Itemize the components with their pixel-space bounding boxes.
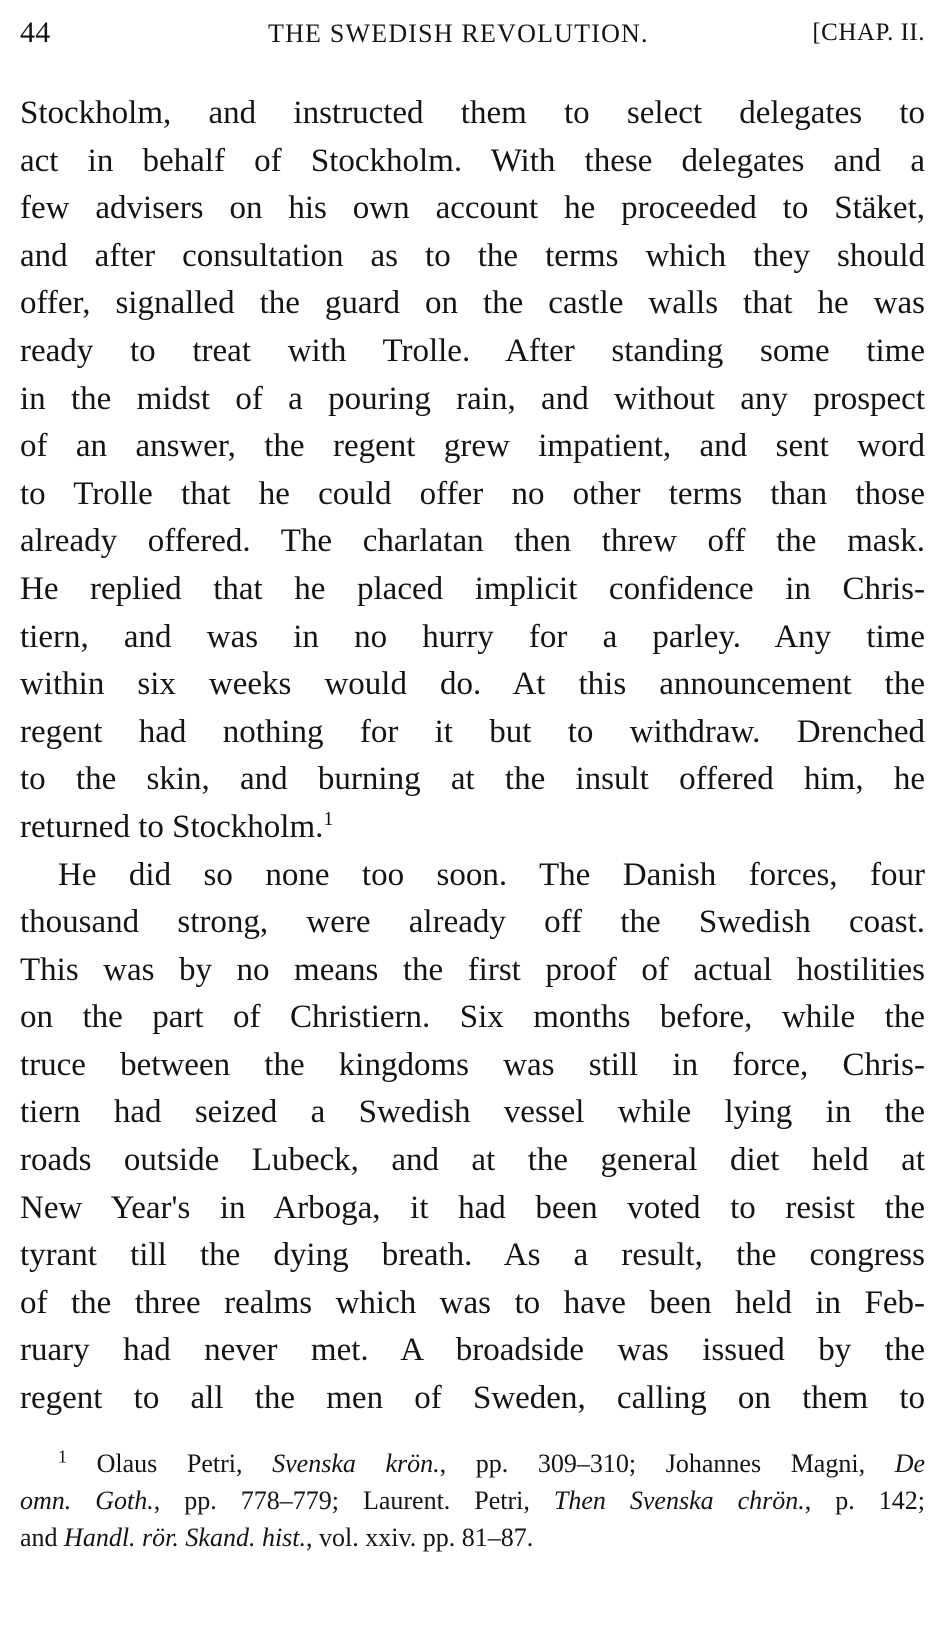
text-line: tiern had seized a Swedish vessel while lying in the	[20, 1094, 925, 1131]
running-title: THE SWEDISH REVOLUTION.	[268, 19, 649, 48]
text-line: to Trolle that he could offer no other terms than those	[20, 475, 925, 512]
text-line: of an answer, the regent grew impatient, and sent word	[20, 428, 925, 465]
footnote-line	[20, 1519, 925, 1556]
text-line: He replied that he placed implicit confidence in Chris-	[20, 570, 925, 607]
paragraph-end-line	[20, 804, 925, 852]
text-line: few advisers on his own account he proceeded to Stäket,	[20, 190, 925, 227]
text-line: New Year's in Arboga, it had been voted to resist the	[20, 1189, 925, 1226]
running-header	[20, 16, 925, 56]
page-number: 44	[20, 16, 51, 49]
footnote-text: , vol. xxiv. pp. 81–87.	[306, 1523, 534, 1552]
text-line: ready to treat with Trolle. After standing some time	[20, 332, 925, 369]
citation-title: Handl. rör. Skand. hist.	[64, 1523, 307, 1552]
footnote-reference[interactable]: 1	[323, 807, 334, 830]
text-line: tiern, and was in no hurry for a parley. Any time	[20, 618, 925, 655]
text-line: regent had nothing for it but to withdraw. Drenched	[20, 713, 925, 750]
text-line: to the skin, and burning at the insult offered him, he	[20, 761, 925, 798]
text-line: within six weeks would do. At this announcement the	[20, 666, 925, 703]
citation-title: Svenska krön.	[272, 1449, 440, 1478]
footnotes	[20, 1445, 925, 1556]
text-line: already offered. The charlatan then threw off the mask.	[20, 523, 925, 560]
chapter-label: [CHAP. II.	[812, 19, 925, 46]
footnote-text: Olaus Petri,	[96, 1449, 273, 1478]
text-line: Stockholm, and instructed them to select delegates to	[20, 95, 925, 131]
text-line: tyrant till the dying breath. As a result, the congress	[20, 1237, 925, 1274]
footnote-text: , pp. 778–779; Laurent. Petri,	[153, 1486, 554, 1515]
text-line: on the part of Christiern. Six months before, while the	[20, 999, 925, 1036]
text-line: roads outside Lubeck, and at the general diet held at	[20, 1142, 925, 1179]
text-line-content: returned to Stockholm.	[20, 808, 324, 845]
footnote-number: 1	[58, 1446, 67, 1467]
text-line: act in behalf of Stockholm. With these delegates and a	[20, 142, 925, 179]
text-line: offer, signalled the guard on the castle walls that he was	[20, 285, 925, 322]
footnote-line	[20, 1482, 925, 1519]
text-line: and after consultation as to the terms which they should	[20, 237, 925, 274]
text-line: thousand strong, were already off the Swedish coast.	[20, 904, 925, 941]
text-line: He did so none too soon. The Danish forces, four	[58, 856, 925, 893]
text-line: in the midst of a pouring rain, and without any prospect	[20, 380, 925, 417]
text-line: truce between the kingdoms was still in force, Chris-	[20, 1046, 925, 1083]
footnote-text: , pp. 309–310; Johannes Magni,	[439, 1449, 895, 1478]
text-line: regent to all the men of Sweden, calling on them to	[20, 1380, 925, 1417]
citation-title: omn. Goth.	[20, 1486, 154, 1515]
text-line: ruary had never met. A broadside was issued by the	[20, 1332, 925, 1369]
text-line: of the three realms which was to have been held in Feb-	[20, 1284, 925, 1321]
footnote-text: , p. 142;	[804, 1486, 925, 1515]
footnote-line	[20, 1445, 925, 1482]
footnote-text: and	[20, 1523, 65, 1552]
citation-title: De	[894, 1449, 926, 1478]
text-line: This was by no means the first proof of actual hostilities	[20, 951, 925, 988]
body-text	[20, 90, 925, 1423]
citation-title: Then Svenska chrön.	[553, 1486, 805, 1515]
